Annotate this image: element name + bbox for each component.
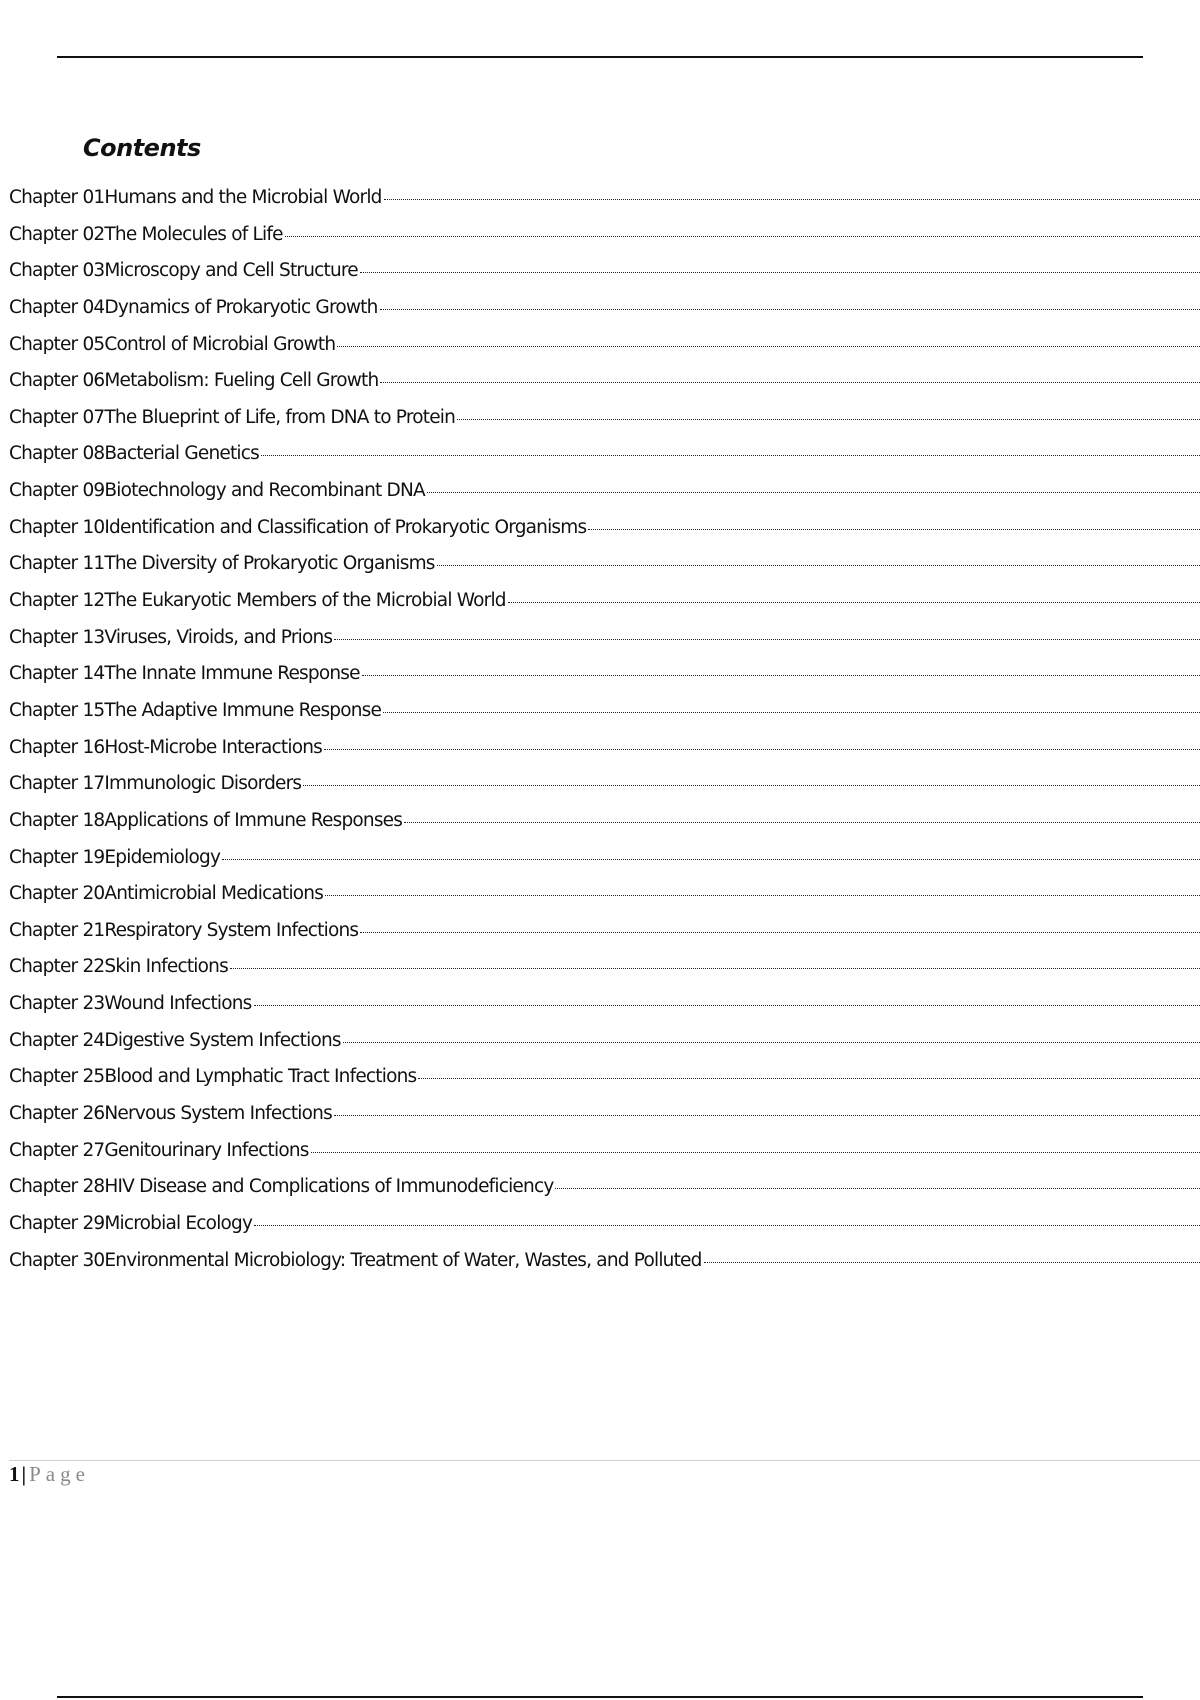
toc-dot-leader (254, 1225, 1200, 1226)
toc-entry[interactable] (9, 297, 1200, 334)
toc-entry-title: The Adaptive Immune Response (104, 699, 382, 721)
toc-entry-title: Viruses, Viroids, and Prions (104, 626, 333, 648)
toc-entry[interactable] (9, 1103, 1200, 1140)
toc-entry[interactable] (9, 370, 1200, 407)
toc-entry-number: Chapter 05 (9, 333, 105, 355)
toc-dot-leader (704, 1262, 1200, 1263)
toc-entry-title: Applications of Immune Responses (104, 809, 403, 831)
toc-entry[interactable] (9, 773, 1200, 810)
toc-entry-number: Chapter 13 (9, 626, 105, 648)
toc-entry-number: Chapter 26 (9, 1103, 105, 1125)
toc-dot-leader (325, 895, 1200, 896)
toc-entry-number: Chapter 02 (9, 223, 105, 245)
toc-entry[interactable] (9, 1176, 1200, 1213)
toc-dot-leader (384, 199, 1200, 200)
toc-entry[interactable] (9, 737, 1200, 774)
header-rule (57, 56, 1143, 58)
toc-entry-title: Control of Microbial Growth (104, 333, 336, 355)
toc-entry[interactable] (9, 334, 1200, 371)
toc-entry-number: Chapter 17 (9, 773, 105, 795)
page-footer (9, 1462, 90, 1487)
contents-heading: Contents (83, 134, 201, 162)
toc-entry-number: Chapter 09 (9, 480, 105, 502)
toc-dot-leader (555, 1188, 1200, 1189)
toc-entry-title: The Innate Immune Response (104, 663, 360, 685)
toc-dot-leader (324, 749, 1200, 750)
page-separator: | (21, 1462, 27, 1486)
toc-entry-number: Chapter 20 (9, 883, 105, 905)
toc-entry-title: The Molecules of Life (104, 223, 283, 245)
toc-entry[interactable] (9, 956, 1200, 993)
toc-entry-title: Genitourinary Infections (104, 1139, 309, 1161)
toc-entry[interactable] (9, 517, 1200, 554)
toc-entry-title: The Eukaryotic Members of the Microbial World (104, 590, 506, 612)
toc-entry-title: Bacterial Genetics (104, 443, 259, 465)
toc-dot-leader (362, 675, 1200, 676)
toc-entry-number: Chapter 10 (9, 516, 105, 538)
toc-entry-number: Chapter 21 (9, 919, 105, 941)
toc-entry-number: Chapter 28 (9, 1176, 105, 1198)
page-number: 1 (9, 1462, 20, 1486)
toc-entry[interactable] (9, 407, 1200, 444)
toc-entry-number: Chapter 25 (9, 1066, 105, 1088)
toc-entry-title: Respiratory System Infections (104, 919, 359, 941)
toc-entry[interactable] (9, 627, 1200, 664)
toc-entry-title: Blood and Lymphatic Tract Infections (104, 1066, 417, 1088)
toc-entry-number: Chapter 19 (9, 846, 105, 868)
toc-dot-leader (254, 1005, 1200, 1006)
toc-entry-number: Chapter 24 (9, 1029, 105, 1051)
toc-entry-number: Chapter 01 (9, 187, 105, 208)
toc-entry-title: Wound Infections (104, 993, 252, 1015)
toc-entry-title: Host-Microbe Interactions (104, 736, 322, 758)
toc-entry-number: Chapter 07 (9, 406, 105, 428)
toc-entry-number: Chapter 14 (9, 663, 105, 685)
page-word: Page (29, 1462, 90, 1486)
toc-dot-leader (285, 236, 1200, 237)
toc-dot-leader (437, 565, 1200, 566)
toc-entry[interactable] (9, 883, 1200, 920)
toc-entry[interactable] (9, 224, 1200, 261)
toc-entry-title: Skin Infections (104, 956, 228, 978)
toc-dot-leader (311, 1152, 1200, 1153)
bottom-rule (57, 1696, 1143, 1698)
toc-entry-number: Chapter 29 (9, 1212, 105, 1234)
toc-dot-leader (261, 455, 1200, 456)
toc-dot-leader (303, 785, 1200, 786)
toc-entry-number: Chapter 04 (9, 296, 105, 318)
toc-dot-leader (360, 932, 1200, 933)
toc-entry-title: Identification and Classification of Prokaryotic Organisms (104, 516, 587, 538)
toc-entry[interactable] (9, 1030, 1200, 1067)
toc-entry-title: Humans and the Microbial World (104, 187, 382, 208)
toc-entry-title: Microscopy and Cell Structure (104, 260, 358, 282)
toc-entry-number: Chapter 15 (9, 699, 105, 721)
toc-entry[interactable] (9, 480, 1200, 517)
toc-entry[interactable] (9, 810, 1200, 847)
toc-entry-number: Chapter 08 (9, 443, 105, 465)
toc-dot-leader (383, 712, 1200, 713)
toc-dot-leader (404, 822, 1200, 823)
toc-dot-leader (457, 419, 1200, 420)
toc-entry[interactable] (9, 663, 1200, 700)
toc-entry[interactable] (9, 993, 1200, 1030)
toc-dot-leader (334, 1115, 1200, 1116)
toc-entry-title: Dynamics of Prokaryotic Growth (104, 296, 378, 318)
toc-entry-title: Biotechnology and Recombinant DNA (104, 480, 425, 502)
toc-entry-title: The Blueprint of Life, from DNA to Protein (104, 406, 456, 428)
toc-entry-number: Chapter 30 (9, 1249, 105, 1271)
toc-dot-leader (588, 529, 1200, 530)
toc-dot-leader (222, 859, 1200, 860)
toc-entry-title: The Diversity of Prokaryotic Organisms (104, 553, 435, 575)
toc-entry[interactable] (9, 1140, 1200, 1177)
toc-dot-leader (418, 1078, 1200, 1079)
toc-entry-number: Chapter 06 (9, 370, 105, 392)
toc-dot-leader (343, 1042, 1200, 1043)
toc-entry[interactable] (9, 1066, 1200, 1103)
toc-entry[interactable] (9, 920, 1200, 957)
toc-dot-leader (334, 639, 1200, 640)
toc-dot-leader (230, 968, 1200, 969)
toc-entry-title: Digestive System Infections (104, 1029, 341, 1051)
toc-dot-leader (508, 602, 1200, 603)
toc-entry-title: Environmental Microbiology: Treatment of Water, Wastes, and Polluted (104, 1249, 702, 1271)
toc-entry[interactable] (9, 1213, 1200, 1250)
toc-entry[interactable] (9, 590, 1200, 627)
toc-dot-leader (360, 272, 1200, 273)
toc-dot-leader (427, 492, 1200, 493)
toc-entry-number: Chapter 12 (9, 590, 105, 612)
toc-dot-leader (337, 346, 1200, 347)
toc-entry-number: Chapter 23 (9, 993, 105, 1015)
toc-entry[interactable] (9, 187, 1200, 224)
toc-entry[interactable] (9, 260, 1200, 297)
toc-entry-number: Chapter 16 (9, 736, 105, 758)
toc-entry-title: Metabolism: Fueling Cell Growth (104, 370, 379, 392)
toc-entry-title: Epidemiology (104, 846, 221, 868)
toc-entry-number: Chapter 22 (9, 956, 105, 978)
toc-entry-title: Immunologic Disorders (104, 773, 302, 795)
toc-entry-title: Nervous System Infections (104, 1103, 332, 1125)
toc-entry-title: HIV Disease and Complications of Immunodeficiency (104, 1176, 554, 1198)
table-of-contents (9, 187, 1200, 1286)
toc-entry[interactable] (9, 443, 1200, 480)
toc-entry-title: Microbial Ecology (104, 1212, 253, 1234)
toc-entry-number: Chapter 03 (9, 260, 105, 282)
footer-rule (9, 1460, 1200, 1461)
toc-entry[interactable] (9, 700, 1200, 737)
toc-entry[interactable] (9, 847, 1200, 884)
toc-entry-number: Chapter 11 (9, 553, 105, 575)
toc-entry-number: Chapter 18 (9, 809, 105, 831)
toc-dot-leader (380, 382, 1200, 383)
toc-entry-number: Chapter 27 (9, 1139, 105, 1161)
toc-entry[interactable] (9, 1250, 1200, 1287)
toc-entry-title: Antimicrobial Medications (104, 883, 324, 905)
toc-entry[interactable] (9, 553, 1200, 590)
toc-dot-leader (380, 309, 1200, 310)
